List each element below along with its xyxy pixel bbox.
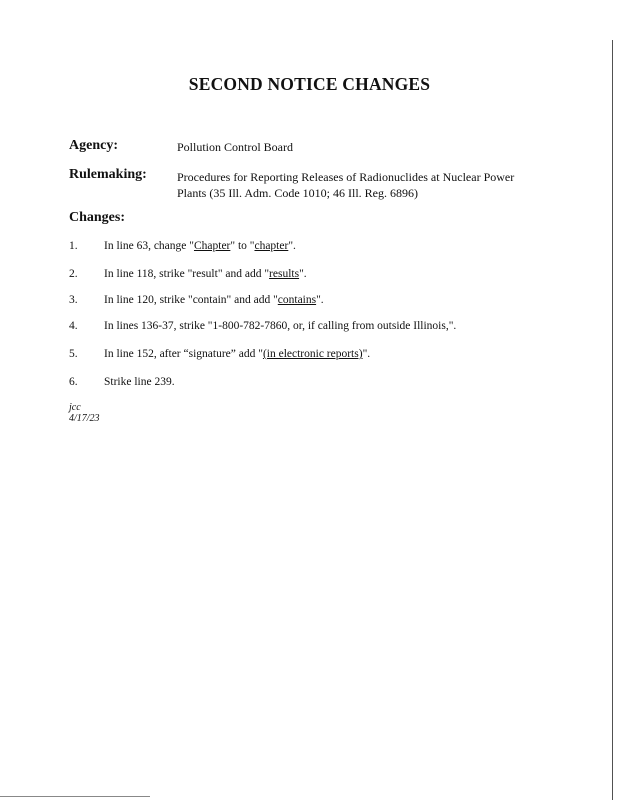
change-text: In line 120, strike "contain" and add "contains". xyxy=(104,294,324,306)
change-number: 3. xyxy=(69,294,78,306)
agency-value: Pollution Control Board xyxy=(177,140,294,154)
inserted-text: Chapter xyxy=(193,240,231,252)
change-number: 4. xyxy=(69,320,78,332)
change-number: 2. xyxy=(69,268,78,280)
rulemaking-line-1: Procedures for Reporting Releases of Radionuclides at Nuclear Power xyxy=(177,170,515,184)
change-text: In line 152, after “signature” add "(in electronic reports)". xyxy=(104,348,371,360)
inserted-text: results xyxy=(269,268,300,280)
change-text: In line 118, strike "result" and add "results". xyxy=(104,268,307,280)
change-number: 5. xyxy=(69,348,78,360)
change-item-2 xyxy=(69,268,307,280)
scan-edge-line-bottom xyxy=(0,796,150,797)
change-item-3 xyxy=(69,294,324,306)
change-item-6 xyxy=(69,376,175,388)
scan-edge-line xyxy=(612,40,613,800)
change-text: In lines 136-37, strike "1-800-782-7860, or, if calling from outside Illinois,". xyxy=(104,320,457,332)
change-number: 6. xyxy=(69,376,78,388)
change-number: 1. xyxy=(69,240,78,252)
rulemaking-line-2: Plants (35 Ill. Adm. Code 1010; 46 Ill. Reg. 6896) xyxy=(177,186,418,200)
document-date: 4/17/23 xyxy=(69,413,100,424)
inserted-text: (in electronic reports) xyxy=(262,348,363,360)
inserted-text: contains xyxy=(277,294,317,306)
changes-heading: Changes: xyxy=(69,210,126,225)
rulemaking-label: Rulemaking: xyxy=(69,167,147,182)
rulemaking-value xyxy=(177,169,537,201)
page-title: SECOND NOTICE CHANGES xyxy=(188,74,431,94)
change-text: Strike line 239. xyxy=(104,376,175,388)
inserted-text: chapter xyxy=(254,240,289,252)
change-text: In line 63, change "Chapter" to "chapter". xyxy=(104,240,296,252)
change-item-4 xyxy=(69,320,456,332)
change-item-1 xyxy=(69,240,296,252)
author-initials: jcc xyxy=(69,402,81,413)
author-initials-block xyxy=(69,402,100,424)
agency-label: Agency: xyxy=(69,138,118,153)
change-item-5 xyxy=(69,348,370,360)
